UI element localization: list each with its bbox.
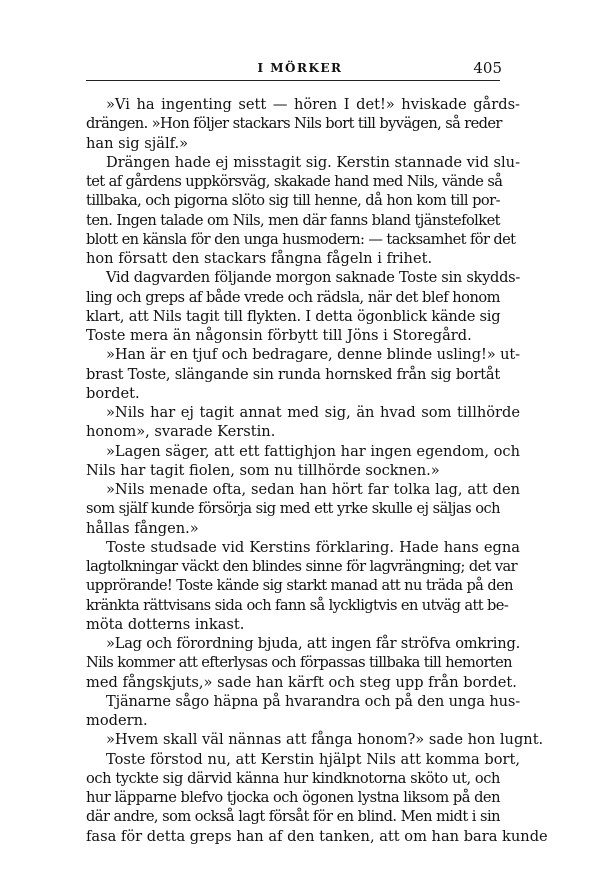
paragraph	[86, 692, 520, 731]
text-line: och tyckte sig därvid känna hur kindknotorna sköto ut, och	[86, 769, 500, 787]
text-line: Toste mera än någonsin förbytt till Jöns i Storegård.	[86, 327, 472, 344]
text-line: fasa för detta greps han af den tanken, att om han bara kunde	[86, 827, 548, 845]
text-line: tet af gårdens uppkörsväg, skakade hand med Nils, vände så	[86, 173, 503, 190]
text-line: möta dotterns inkast.	[86, 615, 245, 633]
text-line: ten. Ingen talade om Nils, men där fanns bland tjänstefolket	[86, 211, 500, 229]
text-line: Nils har tagit fiolen, som nu tillhörde socknen.»	[86, 461, 440, 479]
paragraph	[86, 345, 520, 403]
page-number: 405	[473, 59, 502, 77]
text-line: drängen. »Hon följer stackars Nils bort till byvägen, så reder	[86, 115, 502, 133]
text-line: som själf kunde försörja sig med ett yrke skulle ej säljas och	[86, 500, 500, 518]
text-line: »Lagen säger, att ett fattighjon har ingen egendom, och	[106, 442, 520, 460]
paragraph	[86, 95, 520, 153]
text-line: »Vi ha ingenting sett — hören I det!» hviskade gårds-	[106, 96, 520, 113]
paragraph	[86, 480, 520, 538]
text-line: »Nils har ej tagit annat med sig, än hvad som tillhörde	[106, 404, 520, 421]
paragraph	[86, 268, 520, 345]
text-line: Vid dagvarden följande morgon saknade Toste sin skydds-	[106, 269, 520, 287]
body-text	[86, 95, 548, 846]
text-line: blott en känsla för den unga husmodern: — tacksamhet för det	[86, 230, 516, 248]
paragraph	[86, 538, 520, 634]
text-line: bordet.	[86, 384, 140, 402]
text-line: Toste studsade vid Kerstins förklaring. Hade hans egna	[106, 538, 520, 556]
text-line: tillbaka, och pigorna slöto sig till henne, då hon kom till por-	[86, 192, 500, 210]
running-head	[0, 58, 600, 78]
text-line: hållas fången.»	[86, 519, 199, 537]
text-line: »Hvem skall väl nännas att fånga honom?» sade hon lugnt.	[106, 731, 544, 749]
text-line: »Nils menade ofta, sedan han hört far tolka lag, att den	[106, 481, 520, 498]
text-line: Tjänarne sågo häpna på hvarandra och på den unga hus-	[106, 692, 520, 710]
text-line: modern.	[86, 712, 148, 729]
text-line: lagtolkningar väckt den blindes sinne för lagvrängning; det var	[86, 558, 518, 575]
text-line: ling och greps af både vrede och rädsla, när det blef honom	[86, 288, 500, 306]
paragraph	[86, 634, 521, 692]
text-line: upprörande! Toste kände sig starkt manad att nu träda på den	[86, 577, 513, 595]
text-line: hon försatt den stackars fångna fågeln i frihet.	[86, 250, 433, 267]
paragraph	[86, 730, 544, 749]
text-line: »Han är en tjuf och bedragare, denne blinde usling!» ut-	[106, 346, 520, 364]
running-title: I MÖRKER	[257, 61, 343, 75]
text-line: Nils kommer att efterlysas och förpassas tillbaka till hemorten	[86, 654, 512, 672]
text-line: där andre, som också lagt försåt för en blind. Men midt i sin	[86, 808, 500, 826]
paragraph	[86, 403, 520, 442]
text-line: »Lag och förordning bjuda, att ingen får ströfva omkring.	[106, 635, 521, 652]
text-line: brast Toste, slängande sin runda hornsked från sig bortåt	[86, 365, 500, 383]
text-line: klart, att Nils tagit till flykten. I detta ögonblick kände sig	[86, 307, 501, 325]
text-line: Toste förstod nu, att Kerstin hjälpt Nils att komma bort,	[106, 750, 520, 768]
text-line: kränkta rättvisans sida och fann så lyckligtvis en utväg att be-	[86, 596, 509, 614]
text-line: Drängen hade ej misstagit sig. Kerstin stannade vid slu-	[106, 153, 520, 171]
paragraph	[86, 153, 520, 269]
paragraph	[86, 750, 548, 846]
header-rule	[86, 80, 500, 81]
text-line: honom», svarade Kerstin.	[86, 423, 276, 441]
text-line: hur läpparne blefvo tjocka och ögonen lystna liksom på den	[86, 789, 500, 806]
text-line: han sig själf.»	[86, 134, 189, 152]
paragraph	[86, 442, 520, 481]
text-line: med fångskjuts,» sade han kärft och steg upp från bordet.	[86, 673, 517, 691]
